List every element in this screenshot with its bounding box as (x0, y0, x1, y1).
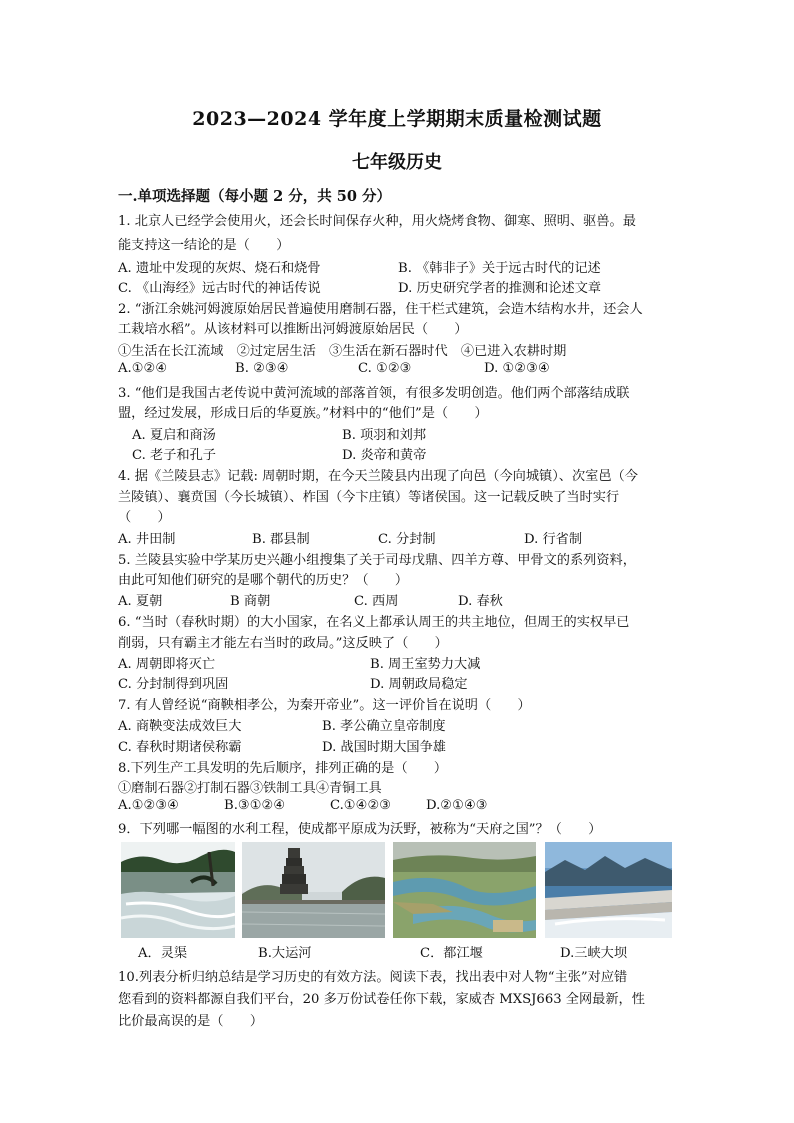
exam-title: 2023—2024 学年度上学期期末质量检测试题 (192, 108, 602, 130)
q7-stem: 7. 有人曾经说“商鞅相孝公，为秦开帝业”。这一评价旨在说明（ ） (118, 698, 531, 713)
q3-stem-line1: 3. “他们是我国古老传说中黄河流域的部落首领，有很多发明创造。他们两个部落结成联 (118, 386, 630, 401)
grand-canal-photo (242, 842, 385, 938)
q1-option-d: D. 历史研究学者的推测和论述文章 (398, 281, 602, 296)
q9-option-c: C．都江堰 (420, 946, 483, 961)
q9-option-b: B.大运河 (258, 946, 312, 961)
q1-option-c: C. 《山海经》远古时代的神话传说 (118, 281, 321, 296)
q6-option-c: C. 分封制得到巩固 (118, 677, 229, 692)
q2-option-a: A.①②④ (118, 361, 168, 376)
q4-option-b: B. 郡县制 (252, 532, 310, 547)
q1-option-a: A. 遗址中发现的灰烬、烧石和烧骨 (118, 261, 321, 276)
q3-option-c: C. 老子和孔子 (132, 448, 216, 463)
q2-option-b: B. ②③④ (235, 361, 289, 376)
q3-stem-line2: 盟，经过发展，形成日后的华夏族。”材料中的“他们”是（ ） (118, 406, 488, 421)
q3-option-d: D. 炎帝和黄帝 (342, 448, 427, 463)
q6-option-b: B. 周王室势力大减 (370, 657, 481, 672)
q8-option-c: C.①④②③ (330, 798, 392, 813)
q3-option-a: A. 夏启和商汤 (132, 428, 216, 443)
q8-option-a: A.①②③④ (118, 798, 180, 813)
q9-stem: 9．下列哪一幅图的水利工程，使成都平原成为沃野，被称为“天府之国”？（ ） (118, 822, 602, 837)
q2-items: ①生活在长江流域 ②过定居生活 ③生活在新石器时代 ④已进入农耕时期 (118, 344, 567, 359)
q4-option-c: C. 分封制 (378, 532, 436, 547)
q2-option-c: C. ①②③ (358, 361, 412, 376)
q8-option-d: D.②①④③ (426, 798, 488, 813)
q5-stem-line1: 5. 兰陵县实验中学某历史兴趣小组搜集了关于司母戊鼎、四羊方尊、甲骨文的系列资料， (118, 553, 636, 568)
q5-stem-line2: 由此可知他们研究的是哪个朝代的历史？（ ） (118, 573, 409, 588)
q1-option-b: B. 《韩非子》关于远古时代的记述 (398, 261, 601, 276)
q7-option-a: A. 商鞅变法成效巨大 (118, 719, 242, 734)
q4-option-a: A. 井田制 (118, 532, 176, 547)
q6-option-a: A. 周朝即将灭亡 (118, 657, 216, 672)
q5-option-b: B 商朝 (230, 594, 271, 609)
q7-option-b: B. 孝公确立皇帝制度 (322, 719, 446, 734)
q2-stem-line1: 2. “浙江余姚河姆渡原始居民普遍使用磨制石器，住干栏式建筑，会造木结构水井，还会人 (118, 302, 643, 317)
section-heading: 一.单项选择题（每小题 2 分，共 50 分） (118, 188, 392, 205)
q4-stem-line1: 4. 据《兰陵县志》记载: 周朝时期，在今天兰陵县内出现了向邑（今向城镇）、次室邑（今 (118, 469, 638, 484)
dujiangyan-photo (393, 842, 536, 938)
q8-stem: 8.下列生产工具发明的先后顺序，排列正确的是（ ） (118, 761, 448, 776)
lingqu-photo (121, 842, 235, 938)
exam-subtitle: 七年级历史 (352, 152, 442, 173)
three-gorges-photo (545, 842, 672, 938)
q9-option-d: D.三峡大坝 (560, 946, 628, 961)
q4-stem-line3: （ ） (118, 510, 171, 525)
q2-option-d: D. ①②③④ (484, 361, 550, 376)
q6-stem-line1: 6. “当时（春秋时期）的大小国家，在名义上都承认周王的共主地位，但周王的实权早已 (118, 615, 630, 630)
q5-option-a: A. 夏朝 (118, 594, 163, 609)
q5-option-d: D. 春秋 (458, 594, 503, 609)
q6-stem-line2: 削弱，只有霸主才能左右当时的政局。”这反映了（ ） (118, 636, 448, 651)
q1-stem-line2: 能支持这一结论的是（ ） (118, 238, 290, 253)
q4-stem-line2: 兰陵镇）、襄贲国（今长城镇）、柞国（今卞庄镇）等诸侯国。这一记载反映了当时实行 (118, 490, 620, 505)
q8-option-b: B.③①②④ (224, 798, 286, 813)
q2-stem-line2: 工栽培水稻”。从该材料可以推断出河姆渡原始居民（ ） (118, 322, 468, 337)
q4-option-d: D. 行省制 (524, 532, 583, 547)
q6-option-d: D. 周朝政局稳定 (370, 677, 468, 692)
q5-option-c: C. 西周 (354, 594, 399, 609)
q10-stem-line1: 10.列表分析归纳总结是学习历史的有效方法。阅读下表，找出表中对人物“主张”对应错 (118, 970, 628, 985)
q7-option-d: D. 战国时期大国争雄 (322, 740, 446, 755)
q9-option-a: A．灵渠 (138, 946, 188, 961)
q3-option-b: B. 项羽和刘邦 (342, 428, 427, 443)
q1-stem-line1: 1. 北京人已经学会使用火，还会长时间保存火种，用火烧烤食物、御寒、照明、驱兽。最 (118, 214, 636, 229)
q8-items: ①磨制石器②打制石器③铁制工具④青铜工具 (118, 781, 382, 796)
q7-option-c: C. 春秋时期诸侯称霸 (118, 740, 242, 755)
q10-stem-line2: 您看到的资料都源自我们平台，20 多万份试卷任你下载，家威杏 MXSJ663 全网最新，性 (118, 992, 645, 1007)
q10-stem-line3: 比价最高误的是（ ） (118, 1014, 264, 1029)
